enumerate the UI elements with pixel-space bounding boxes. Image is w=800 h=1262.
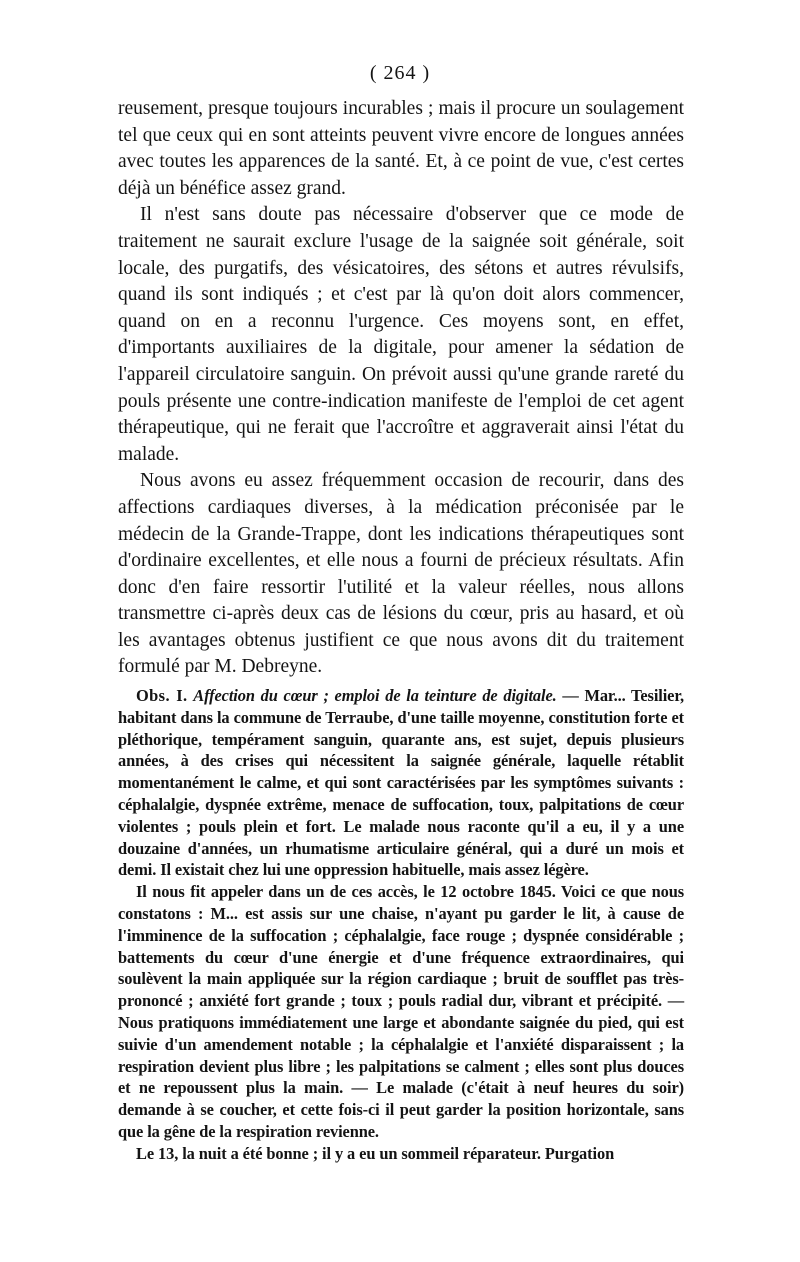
paragraph-clinical-use: Nous avons eu assez fréquemment occasion de recourir, dans des affections cardiaques diverses, à la médication préconisée par le médecin de la Grande-Trappe, dont les indications thérapeutiques sont d'ordinaire excellentes, et elle nous a fourni de précieux résultats. Afin donc d'en faire ressortir l'utilité et la valeur réelles, nous allons transmettre ci-après deux cas de lésions du cœur, pris au hasard, et où les avantages obtenus justifient ce que nous avons dit du traitement formulé par M. Debreyne. xyxy=(118,470,684,678)
case-report xyxy=(118,685,684,1165)
paragraph-treatment-note: Il n'est sans doute pas nécessaire d'observer que ce mode de traitement ne saurait exclure l'usage de la saignée soit générale, soit locale, des purgatifs, des vésicatoires, des sétons et autres révulsifs, quand ils sont indiqués ; et c'est par là qu'on doit alors commencer, quand on en a reconnu l'urgence. Ces moyens sont, en effet, d'importants auxiliaires de la digitale, pour amener la sédation de l'appareil circulatoire sanguin. On prévoit aussi qu'une grande rareté du pouls présente une contre-indication manifeste de l'emploi de cet agent thérapeutique, qui ne ferait que l'accroître et aggraverait ainsi l'état du malade. xyxy=(118,204,684,465)
paragraph-continuation: reusement, presque toujours incurables ; mais il procure un soulagement tel que ceux qui en sont atteints peuvent vivre encore de longues années avec toutes les apparences de la santé. Et, à ce point de vue, c'est certes déjà un bénéfice assez grand. xyxy=(118,98,684,199)
observation-text: — Mar... Tesilier, habitant dans la commune de Terraube, d'une taille moyenne, constitution forte et pléthorique, tempérament sanguin, quarante ans, est sujet, depuis plusieurs années, à des crises qui nécessitent la saignée générale, laquelle rétablit momentanément le calme, et qui sont caractérisées par les symptômes suivants : céphalalgie, dyspnée extrême, menace de suffocation, toux, palpitations de cœur violentes ; pouls plein et fort. Le malade nous raconte qu'il a eu, il y a une douzaine d'années, un rhumatisme articulaire général, qui a duré un mois et demi. Il existait chez lui une oppression habituelle, mais assez légère. xyxy=(118,686,685,880)
main-text xyxy=(118,96,684,681)
page-body xyxy=(118,96,684,1165)
paragraph-visit: Il nous fit appeler dans un de ces accès, le 12 octobre 1845. Voici ce que nous constatons : M... est assis sur une chaise, n'ayant pu garder le lit, à cause de l'imminence de la suffocation ; céphalalgie, face rouge ; dyspnée considérable ; battements du cœur d'une énergie et d'une fréquence extraordinaires, qui soulèvent la main appliquée sur la région cardiaque ; bruit de soufflet pas très-prononcé ; anxiété fort grande ; toux ; pouls radial dur, vibrant et précipité. — Nous pratiquons immédiatement une large et abondante saignée du pied, qui est suivie d'un amendement notable ; la céphalalgie et l'anxiété disparaissent ; la respiration devient plus libre ; les palpitations se calment ; elles sont plus douces et ne repoussent plus la main. — Le malade (c'était à neuf heures du soir) demande à se coucher, et cette fois-ci il peut garder la position horizontale, sans que la gêne de la respiration revienne. xyxy=(118,882,684,1141)
observation-title: Affection du cœur ; emploi de la teinture de digitale. xyxy=(193,686,557,706)
observation-label: Obs. I. xyxy=(136,686,188,706)
page-number: ( 264 ) xyxy=(369,62,431,84)
observation-paragraph xyxy=(118,685,684,881)
paragraph-next-day: Le 13, la nuit a été bonne ; il y a eu un sommeil réparateur. Purgation xyxy=(136,1143,615,1163)
